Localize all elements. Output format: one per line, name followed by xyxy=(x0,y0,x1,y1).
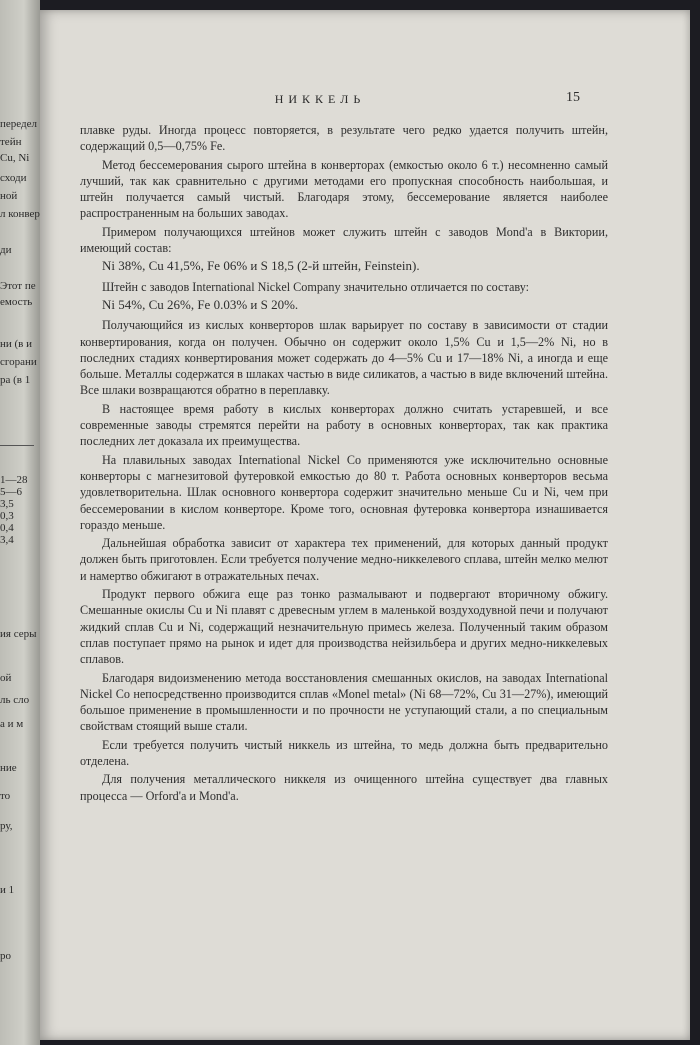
facing-page-fragment: л конвер xyxy=(0,208,40,220)
facing-page-fragment: 3,5 xyxy=(0,498,14,510)
facing-page-fragment: сгорани xyxy=(0,356,37,368)
facing-page-fragment: и 1 xyxy=(0,884,15,896)
paragraph: Продукт первого обжига еще раз тонко размалывают и подвергают вторичному обжигу. Смешанные окислы Cu и Ni плавят с древесным углем в маленькой воздуходувной печи и получают жидкий сплав Cu и Ni, содержащий незначительную примесь железа. Полученный таким образом сплав поступает прямо на рынок и идет для производства нейзильбера и других медно-никкелевых сплавов. xyxy=(80,587,608,667)
facing-page-fragment: тейн xyxy=(0,136,22,148)
facing-page-fragment: ди xyxy=(0,244,12,256)
composition-formula: Ni 54%, Cu 26%, Fe 0.03% и S 20%. xyxy=(102,296,299,312)
composition-formula: Ni 38%, Cu 41,5%, Fe 06% и S 18,5 (2-й штейн, Feinstein). xyxy=(102,258,420,274)
paragraph: плавке руды. Иногда процесс повторяется, в результате чего редко удается получить штейн, содержащий 0,5—0,75% Fe. xyxy=(80,123,608,154)
paragraph: Получающийся из кислых конверторов шлак варьирует по составу в зависимости от стадии конвертирования, когда он получен. Обычно он содержит около 1,5% Cu и 1,5—2% Ni, но в последних стадиях конвертирования может содержать до 4—5% Cu и 17—18% Ni, а иногда и еще больше. Металлы содержатся в шлаках частью в виде силикатов, а частью в виде включений штейна. Все шлаки возвращаются обратно в переплавку. xyxy=(80,318,608,398)
paragraph: В настоящее время работу в кислых конверторах должно считать устаревшей, и все современные заводы стремятся перейти на работу в основных конверторах, так как практика последних лет доказала их преимущества. xyxy=(80,401,608,449)
facing-page-fragment: ой xyxy=(0,672,12,684)
paragraph: На плавильных заводах International Nickel Co применяются уже исключительно основные конверторы с магнезитовой футеровкой емкостью до 80 т. Работа основных конверторов весьма удовлетворительна. Шлак основного конвертора содержит значительно меньше Cu и Ni, чем при бессемеровании в кислом конверторе. Кроме того, основная футеровка конвертора изнашивается гораздо меньше. xyxy=(80,452,608,532)
facing-page-fragment: емость xyxy=(0,296,33,308)
facing-page-fragment: 0,3 xyxy=(0,510,14,522)
facing-page-fragment: Cu, Ni xyxy=(0,152,30,164)
facing-page-fragment: ль сло xyxy=(0,694,30,706)
facing-page-fragment: 3,4 xyxy=(0,534,14,546)
facing-page-fragment: ия серы xyxy=(0,628,37,640)
paragraph: Примером получающихся штейнов может служить штейн с заводов Mond'а в Виктории, имеющий состав: xyxy=(80,224,608,256)
facing-page-fragment: 5—6 xyxy=(0,486,22,498)
facing-page-fragment: 1—28 xyxy=(0,474,28,486)
facing-page-fragment: ние xyxy=(0,762,17,774)
facing-page-fragment: а и м xyxy=(0,718,24,730)
facing-page-rule xyxy=(0,445,34,446)
facing-page-fragment: ро xyxy=(0,950,11,962)
facing-page-fragment: ра (в 1 xyxy=(0,374,31,386)
facing-page-fragment: передел xyxy=(0,118,37,130)
running-header: НИККЕЛЬ xyxy=(274,92,366,106)
facing-page-edge xyxy=(0,0,40,1045)
facing-page-fragment: Этот пе xyxy=(0,280,36,292)
facing-page-fragment: 0,4 xyxy=(0,522,14,534)
paragraph: Для получения металлического никкеля из очищенного штейна существует два главных процесса — Orford'а и Mond'а. xyxy=(80,772,608,803)
paragraph: Если требуется получить чистый никкель из штейна, то медь должна быть предварительно отделена. xyxy=(80,737,608,768)
facing-page-fragment: ни (в и xyxy=(0,338,33,350)
facing-page-fragment: сходи xyxy=(0,172,27,184)
body-text xyxy=(80,122,608,806)
page-number: 15 xyxy=(566,90,580,105)
paragraph: Благодаря видоизменению метода восстановления смешанных окислов, на заводах International Nickel Co непосредственно производится сплав «Monel metal» (Ni 68—72%, Cu 31—27%), имеющий большое применение в промышленности и по прочности не уступающий стали, а по специальным свойствам стоящий выше стали. xyxy=(80,670,608,734)
facing-page-fragment: то xyxy=(0,790,11,802)
paragraph: Метод бессемерования сырого штейна в конверторах (емкостью около 6 т.) несомненно самый лучший, так как сравнительно с другими методами его пропускная способность наибольшая, и штейн получается самый чистый. Благодаря этому, бессемерование является наиболее распространенным на больших заводах. xyxy=(80,157,608,221)
facing-page-fragment: ной xyxy=(0,190,18,202)
paragraph: Дальнейшая обработка зависит от характера тех применений, для которых данный продукт должен быть приготовлен. Если требуется получение медно-никкелевого сплава, штейн мелко мелют и намертво обжигают в отражательных печах. xyxy=(80,536,608,583)
book-page xyxy=(40,10,690,1040)
paragraph: Штейн с заводов International Nickel Company значительно отличается по составу: xyxy=(102,279,530,294)
facing-page-fragment: ру, xyxy=(0,820,13,832)
